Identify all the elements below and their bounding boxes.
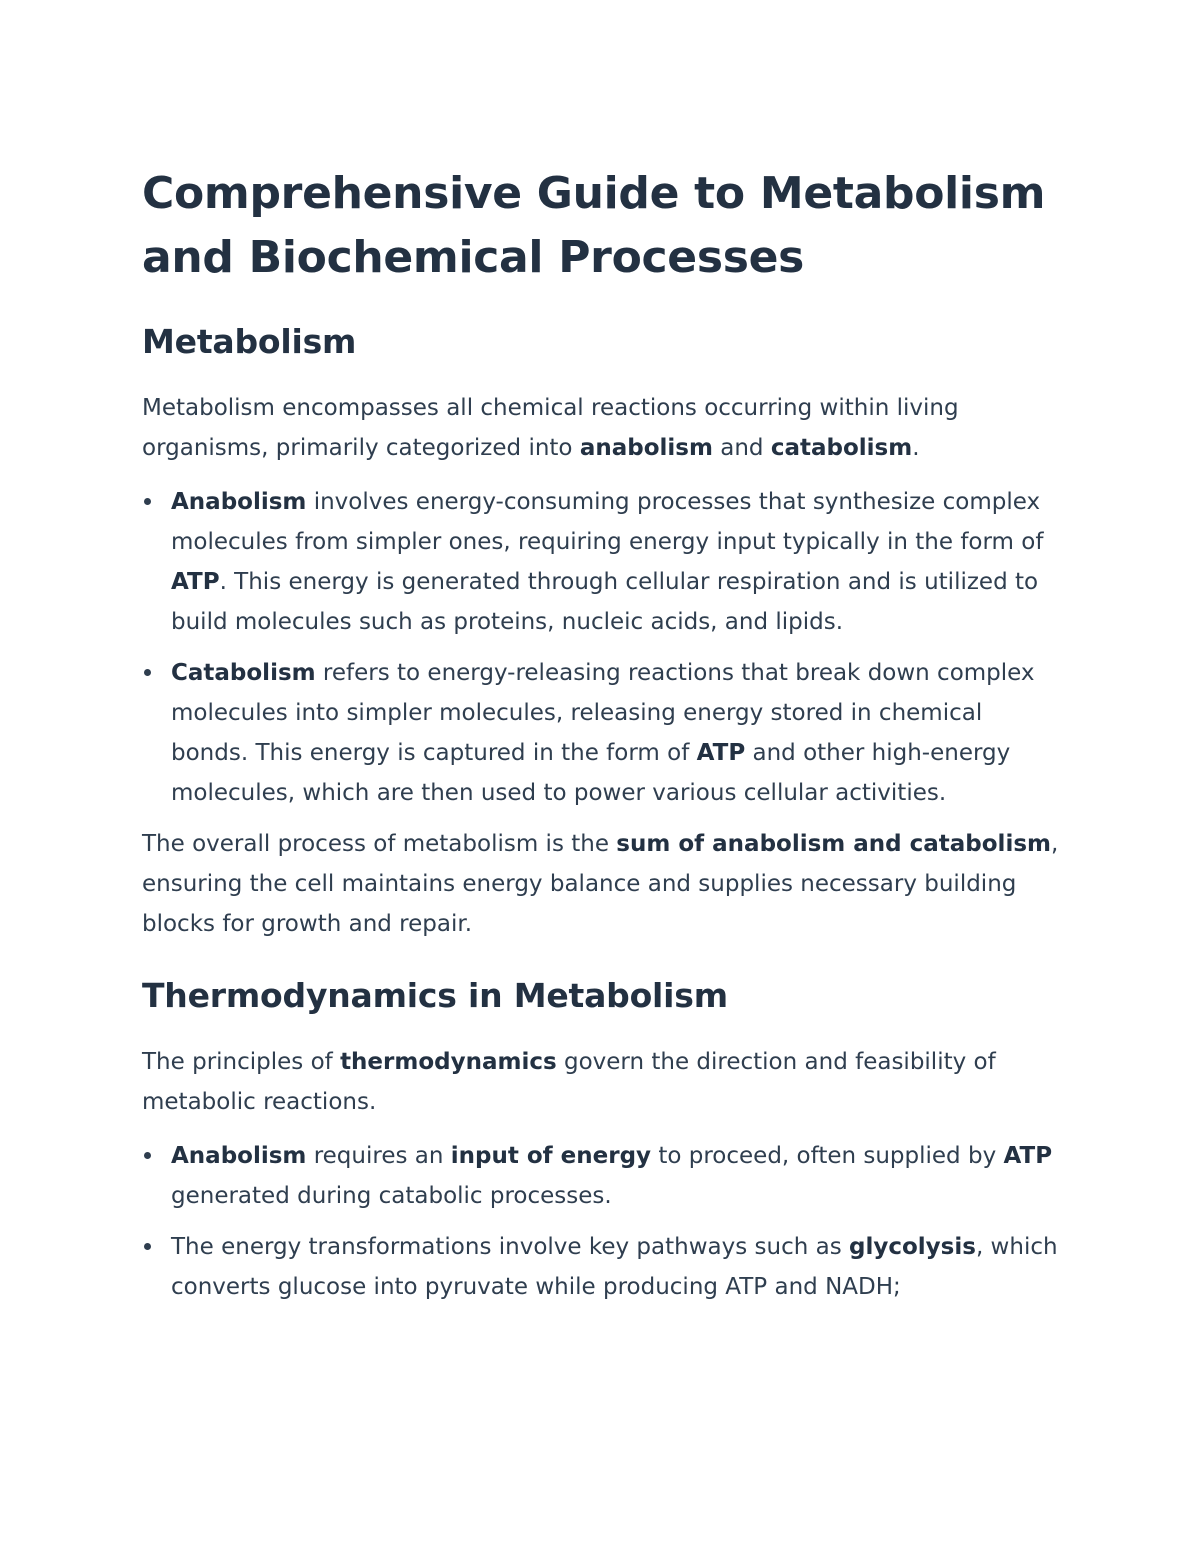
list-item [142,1136,1062,1216]
section-metabolism [142,320,1062,944]
bold-term: ATP [1003,1143,1053,1169]
bullet-list [142,1136,1062,1307]
bullet-icon [144,669,151,676]
bullet-icon [144,1243,151,1250]
bold-term: Anabolism [171,1143,307,1169]
bold-term: anabolism [579,435,713,461]
document-title: Comprehensive Guide to Metabolism and Biochemical Processes [142,168,1046,283]
section-thermodynamics [142,974,1062,1307]
bold-term: Catabolism [171,660,316,686]
bullet-icon [144,1152,151,1159]
list-item [142,1227,1062,1307]
intro-paragraph [142,1042,1062,1122]
list-item [142,653,1062,813]
text-run: and [712,435,771,461]
text-run: involves energy-consuming processes that synthesize complex molecules from simpler ones, requiring energy input typically in the form of [171,489,1044,555]
text-run: The principles of [142,1049,341,1075]
text-run: . This energy is generated through cellular respiration and is utilized to build molecules such as proteins, nucleic acids, and lipids. [171,569,1039,635]
bold-term: input of energy [450,1143,652,1169]
text-run: govern the direction and feasibility of metabolic reactions. [142,1049,996,1115]
text-run: Metabolism encompasses all chemical reactions occurring within living organisms, primarily categorized into [142,395,959,461]
bullet-list [142,482,1062,813]
bold-term: ATP [696,740,746,766]
text-run: The overall process of metabolism is the [142,831,617,857]
bold-term: catabolism [770,435,913,461]
bold-term: sum of anabolism and catabolism [616,831,1051,857]
section-heading: Thermodynamics in Metabolism [142,976,728,1015]
text-run: generated during catabolic processes. [171,1183,612,1209]
list-item [142,482,1062,642]
bold-term: glycolysis [849,1234,976,1260]
text-run: refers to energy-releasing reactions that break down complex molecules into simpler molecules, releasing energy stored in chemical bonds. This energy is captured in the form of [171,660,1035,766]
outro-paragraph [142,824,1062,944]
document-page [142,162,1062,1318]
section-heading: Metabolism [142,322,357,361]
text-run: to proceed, often supplied by [651,1143,1004,1169]
text-run: , ensuring the cell maintains energy balance and supplies necessary building blocks for growth and repair. [142,831,1059,937]
bold-term: thermodynamics [340,1049,557,1075]
text-run: requires an [306,1143,451,1169]
text-run: , which converts glucose into pyruvate while producing ATP and NADH; [171,1234,1058,1300]
text-run: The energy transformations involve key pathways such as [171,1234,850,1260]
text-run: . [912,435,920,461]
intro-paragraph [142,388,1062,468]
bullet-icon [144,498,151,505]
bold-term: Anabolism [171,489,307,515]
text-run: and other high-energy molecules, which are then used to power various cellular activities. [171,740,1011,806]
bold-term: ATP [171,569,220,595]
